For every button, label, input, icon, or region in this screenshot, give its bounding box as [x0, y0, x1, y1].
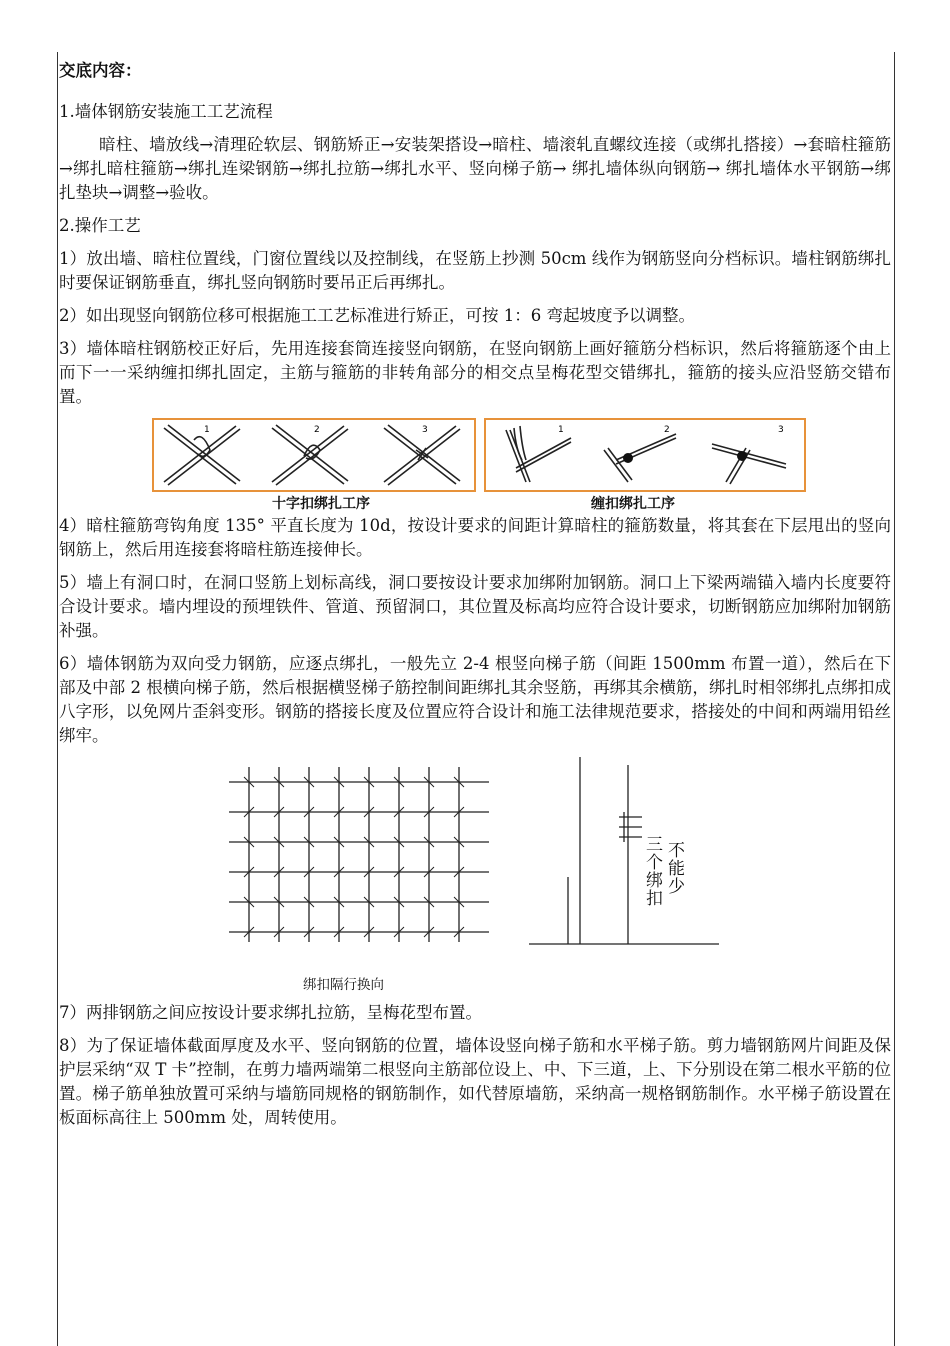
step-label-1: 1 [204, 425, 210, 435]
document-body [59, 58, 891, 1139]
step-label-2: 2 [314, 425, 320, 435]
mesh-caption: 绑扣隔行换向 [303, 977, 384, 993]
wrap-step-label-1: 1 [558, 425, 564, 435]
step-8: 8）为了保证墙体截面厚度及水平、竖向钢筋的位置，墙体设竖向梯子筋和水平梯子筋。剪力墙钢筋网片间距及保护层采纳“双 T 卡”控制，在剪力墙两端第二根竖向主筋部位设上、中、下三道，上、下分别设在第二根水平筋的位置。梯子筋单独放置可采纳与墙筋同规格的钢筋制作，如代替原墙筋，采纳高一规格钢筋制作。水平梯子筋设置在板面标高往上 500mm 处，周转使用。 [59, 1036, 891, 1127]
ladder-bar-diagram [524, 757, 724, 957]
tying-procedure-figure [59, 418, 891, 512]
cross-tie-diagram [154, 420, 474, 490]
flow-body: 暗柱、墙放线→清理砼软层、钢筋矫正→安装架搭设→暗柱、墙滚轧直螺纹连接（或绑扎搭接）→套暗柱箍筋→绑扎暗柱箍筋→绑扎连梁钢筋→绑扎拉筋→绑扎水平、竖向梯子筋→ 绑扎墙体纵向钢筋→ 绑扎墙体水平钢筋→绑扎垫块→调整→验收。 [59, 135, 891, 202]
cross-tie-diagram-frame [152, 418, 476, 492]
wrap-tie-caption: 缠扣绑扎工序 [591, 496, 675, 512]
cross-tie-caption: 十字扣绑扎工序 [272, 496, 370, 512]
step-6: 6）墙体钢筋为双向受力钢筋，应逐点绑扎，一般先立 2-4 根竖向梯子筋（间距 1500mm 布置一道），然后在下部及中部 2 根横向梯子筋，然后根据横竖梯子筋控制间距绑扎其余竖筋，再绑其余横筋，绑扎时相邻绑扎点绑扣成八字形，以免网片歪斜变形。钢筋的搭接长度及位置应符合设计和施工法律规范要求，搭接处的中间和两端用铅丝绑牢。 [59, 654, 891, 745]
step-3: 3）墙体暗柱钢筋校正好后，先用连接套筒连接竖向钢筋，在竖向钢筋上画好箍筋分档标识，然后将箍筋逐个由上而下一一采纳缠扣绑扎固定，主筋与箍筋的非转角部分的相交点呈梅花型交错绑扎，箍筋的接头应沿竖筋交错布置。 [59, 339, 891, 406]
step-5: 5）墙上有洞口时，在洞口竖筋上划标高线，洞口要按设计要求加绑附加钢筋。洞口上下梁两端锚入墙内长度要符合设计要求。墙内埋设的预埋铁件、管道、预留洞口，其位置及标高均应符合设计要求，切断钢筋应加绑附加钢筋补强。 [59, 573, 891, 640]
wrap-tie-diagram-frame [484, 418, 806, 492]
step-1: 1）放出墙、暗柱位置线，门窗位置线以及控制线，在竖筋上抄测 50cm 线作为钢筋竖向分档标识。墙柱钢筋绑扎时要保证钢筋垂直，绑扎竖向钢筋时要吊正后再绑扎。 [59, 249, 891, 292]
mesh-diagram [199, 767, 499, 967]
wrap-tie-diagram [486, 420, 804, 490]
step-label-3: 3 [422, 425, 428, 435]
step-4: 4）暗柱箍筋弯钩角度 135° 平直长度为 10d，按设计要求的间距计算暗柱的箍筋数量，将其套在下层甩出的竖向钢筋上，然后用连接套将暗柱筋连接伸长。 [59, 516, 891, 559]
section-heading: 交底内容： [59, 61, 142, 80]
flow-title: 1.墙体钢筋安装施工工艺流程 [59, 102, 273, 121]
wrap-step-label-3: 3 [778, 425, 784, 435]
wrap-step-label-2: 2 [664, 425, 670, 435]
mesh-tie-figure [59, 757, 891, 997]
operation-title: 2.操作工艺 [59, 216, 141, 235]
ladder-note-col1: 三个绑扣 [642, 835, 662, 907]
step-7: 7）两排钢筋之间应按设计要求绑扎拉筋，呈梅花型布置。 [59, 1003, 482, 1022]
ladder-note-col2: 不能少 [664, 841, 684, 895]
step-2: 2）如出现竖向钢筋位移可根据施工工艺标准进行矫正，可按 1：6 弯起坡度予以调整。 [59, 306, 695, 325]
